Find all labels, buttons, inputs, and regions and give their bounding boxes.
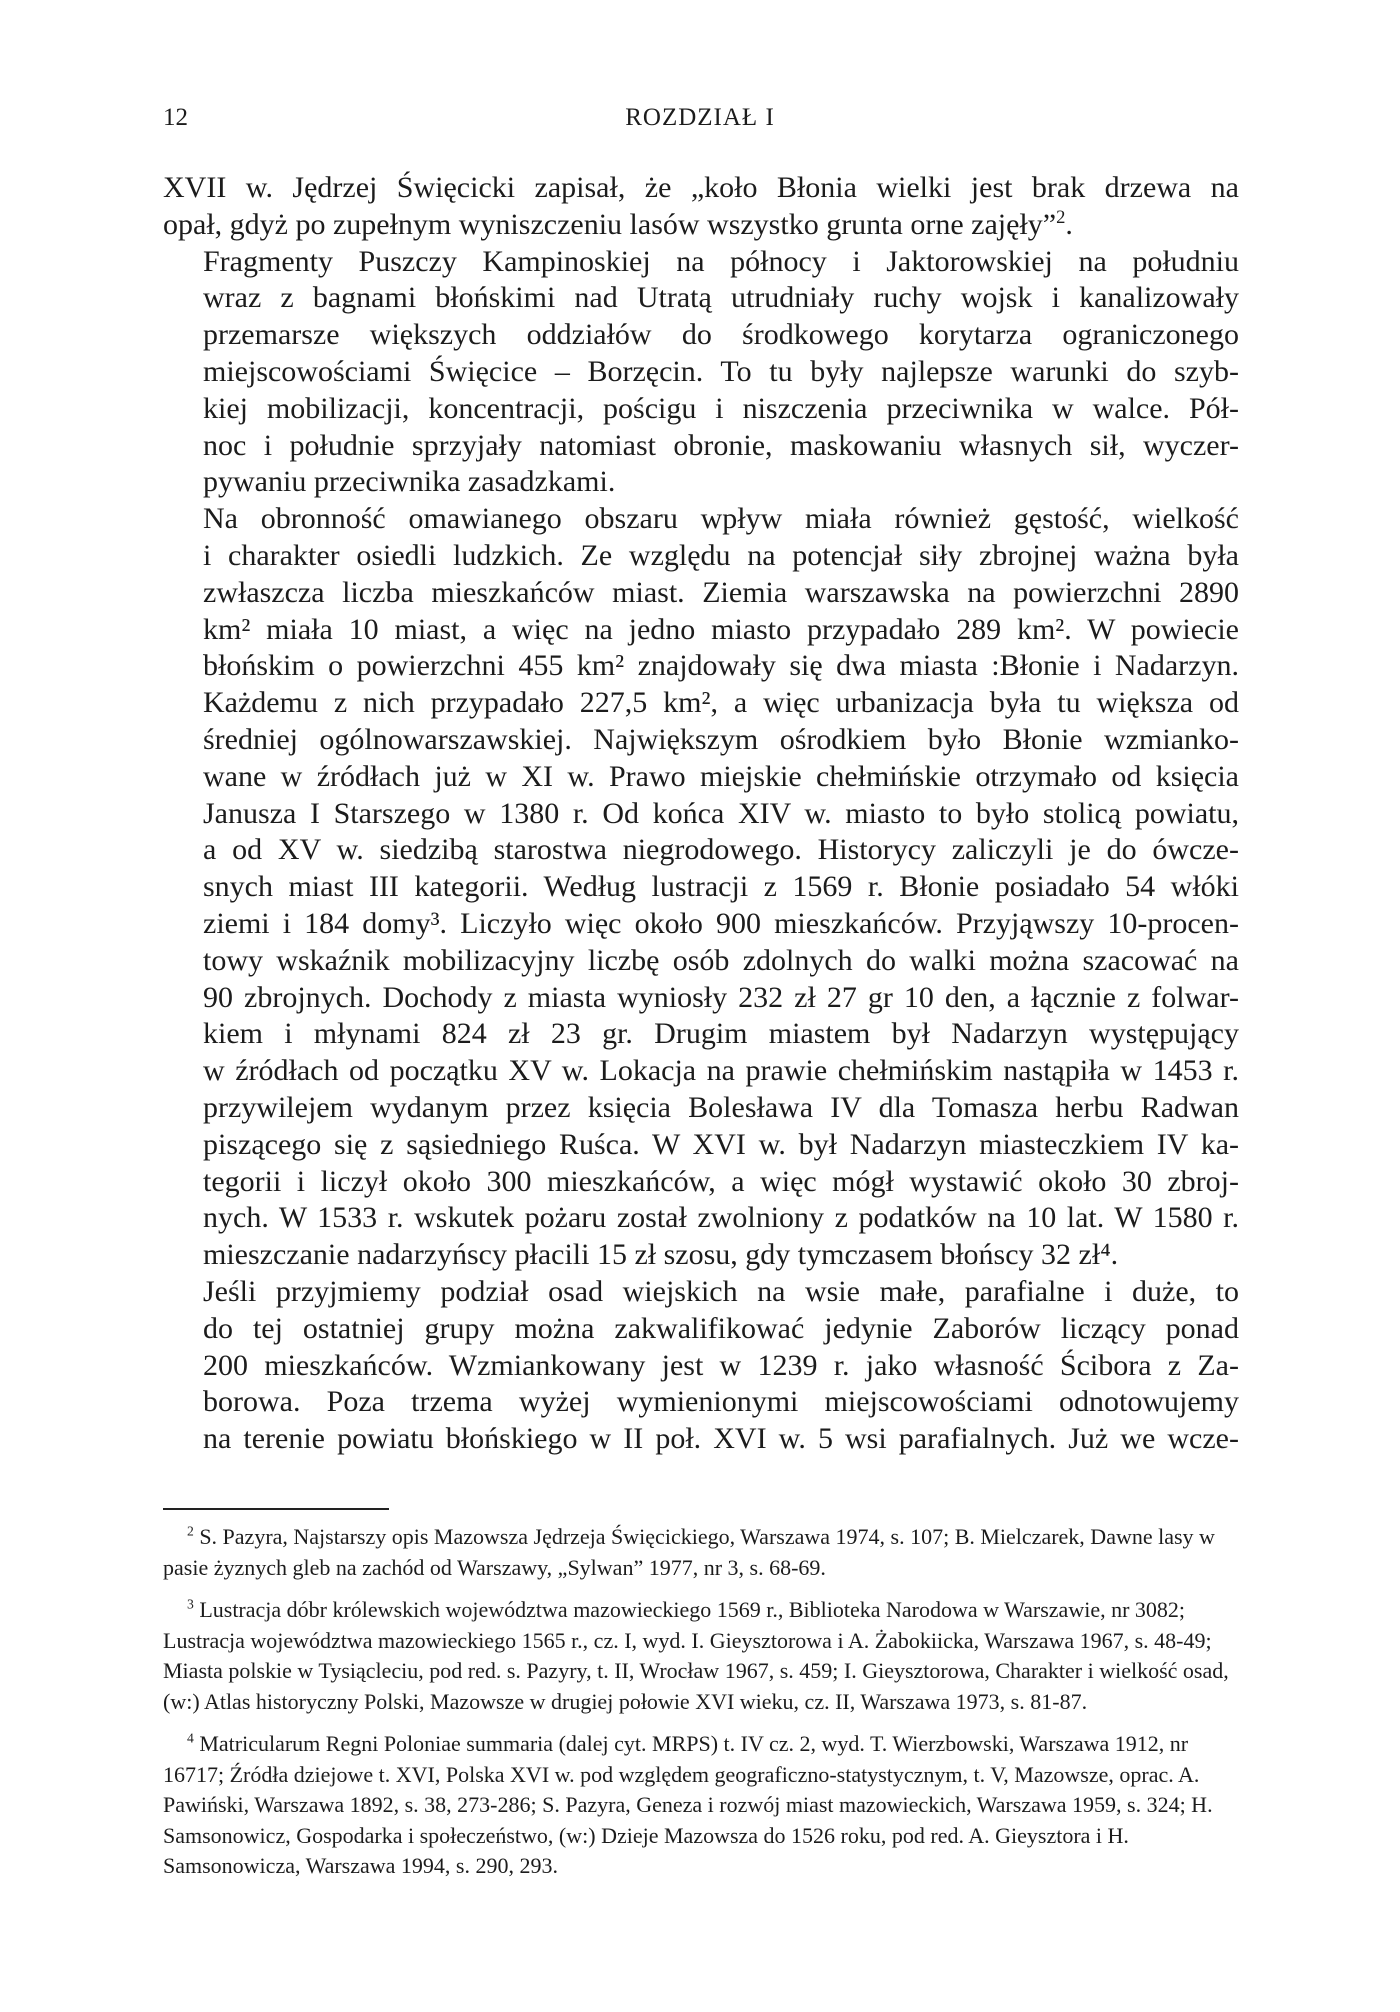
- text-line: w źródłach od początku XV w. Lokacja na prawie chełmińskim nastąpiła w 1453 r.: [203, 1054, 1239, 1088]
- text-line: Na obronność omawianego obszaru wpływ miała również gęstość, wielkość: [203, 502, 1239, 536]
- page-number: 12: [163, 104, 188, 131]
- footnote-text: Matricularum Regni Poloniae summaria (dalej cyt. MRPS) t. IV cz. 2, wyd. T. Wierzbowski, Warszawa 1912, nr 16717; Źródła dziejowe t. XVI, Polska XVI w. pod względem geograficzno-statystycznym, t. V, Mazowsze, oprac. A. Pawiński, Warszawa 1892, s. 38, 273-286; S. Pazyra, Geneza i rozwój miast mazowieckich, Warszawa 1959, s. 324; H. Samsonowicz, Gospodarka i społeczeństwo, (w:) Dzieje Mazowsza do 1526 roku, pod red. A. Gieysztora i H. Samsonowicza, Warszawa 1994, s. 290, 293.: [163, 1731, 1213, 1878]
- text-line: ziemi i 184 domy³. Liczyło więc około 900 mieszkańców. Przyjąwszy 10-procen-: [203, 906, 1239, 940]
- text-line: towy wskaźnik mobilizacyjny liczbę osób zdolnych do walki można szacować na: [203, 943, 1239, 977]
- text-line: km² miała 10 miast, a więc na jedno miasto przypadało 289 km². W powiecie: [203, 612, 1239, 646]
- paragraph-1: [163, 170, 1239, 244]
- footnote-number: 4: [187, 1730, 194, 1746]
- text-line: noc i południe sprzyjały natomiast obronie, maskowaniu własnych sił, wyczer-: [203, 428, 1239, 462]
- footnote-number: 2: [187, 1523, 194, 1539]
- text-line: 90 zbrojnych. Dochody z miasta wyniosły 232 zł 27 gr 10 den, a łącznie z folwar-: [203, 980, 1239, 1014]
- text-line: borowa. Poza trzema wyżej wymienionymi miejscowościami odnotowujemy: [203, 1385, 1239, 1419]
- text-line: nych. W 1533 r. wskutek pożaru został zwolniony z podatków na 10 lat. W 1580 r.: [203, 1201, 1239, 1235]
- text-line: wraz z bagnami błońskimi nad Utratą utrudniały ruchy wojsk i kanalizowały: [203, 281, 1239, 315]
- text-line: kiem i młynami 824 zł 23 gr. Drugim miastem był Nadarzyn występujący: [203, 1017, 1239, 1051]
- running-head: [163, 104, 1237, 134]
- footnote-text: S. Pazyra, Najstarszy opis Mazowsza Jędrzeja Święcickiego, Warszawa 1974, s. 107; B. Mielczarek, Dawne lasy w pasie żyznych gleb na zachód od Warszawy, „Sylwan” 1977, nr 3, s. 68-69.: [163, 1524, 1215, 1580]
- text-line: piszącego się z sąsiedniego Ruśca. W XVI w. był Nadarzyn miasteczkiem IV ka-: [203, 1127, 1239, 1161]
- text-line: XVII w. Jędrzej Święcicki zapisał, że „koło Błonia wielki jest brak drzewa na: [163, 171, 1239, 204]
- text-line: [163, 207, 1239, 244]
- text-line: i charakter osiedli ludzkich. Ze względu na potencjał siły zbrojnej ważna była: [203, 538, 1239, 572]
- text-line: średniej ogólnowarszawskiej. Największym ośrodkiem było Błonie wzmianko-: [203, 722, 1239, 756]
- paragraph-4: [163, 1274, 1239, 1458]
- text-line: 200 mieszkańców. Wzmiankowany jest w 1239 r. jako własność Ścibora z Za-: [203, 1348, 1239, 1382]
- text-line: a od XV w. siedzibą starostwa niegrodowego. Historycy zaliczyli je do ówcze-: [203, 833, 1239, 867]
- text-line-content: opał, gdyż po zupełnym wyniszczeniu lasów wszystko grunta orne zajęły”: [163, 207, 1057, 241]
- text-line: na terenie powiatu błońskiego w II poł. XVI w. 5 wsi parafialnych. Już we wcze-: [203, 1422, 1239, 1456]
- text-line: przywilejem wydanym przez księcia Bolesława IV dla Tomasza herbu Radwan: [203, 1090, 1239, 1124]
- paragraph-2: [163, 244, 1239, 502]
- footnote-ref: 2: [1056, 206, 1066, 228]
- text-line: mieszczanie nadarzyńscy płacili 15 zł szosu, gdy tymczasem błońscy 32 zł⁴.: [203, 1238, 1119, 1272]
- footnote-separator: [163, 1508, 389, 1510]
- text-line: przemarsze większych oddziałów do środkowego korytarza ograniczonego: [203, 318, 1239, 352]
- chapter-title: ROZDZIAŁ I: [625, 104, 775, 131]
- text-line: tegorii i liczył około 300 mieszkańców, a więc mógł wystawić około 30 zbroj-: [203, 1164, 1239, 1198]
- text-line: pywaniu przeciwnika zasadzkami.: [203, 465, 616, 499]
- paragraph-3: [163, 501, 1239, 1274]
- footnote-4: [163, 1729, 1239, 1882]
- text-line: zwłaszcza liczba mieszkańców miast. Ziemia warszawska na powierzchni 2890: [203, 575, 1239, 609]
- text-line: kiej mobilizacji, koncentracji, pościgu i niszczenia przeciwnika w walce. Pół-: [203, 391, 1239, 425]
- text-line: Fragmenty Puszczy Kampinoskiej na północy i Jaktorowskiej na południu: [203, 244, 1239, 278]
- text-line-tail: .: [1065, 207, 1073, 241]
- text-line: Janusza I Starszego w 1380 r. Od końca XIV w. miasto to było stolicą powiatu,: [203, 796, 1239, 830]
- footnote-text: Lustracja dóbr królewskich województwa mazowieckiego 1569 r., Biblioteka Narodowa w Warszawie, nr 3082; Lustracja województwa mazowieckiego 1565 r., cz. I, wyd. I. Gieysztorowa i A. Żabokiicka, Warszawa 1967, s. 48-49; Miasta polskie w Tysiącleciu, pod red. s. Pazyry, t. II, Wrocław 1967, s. 459; I. Gieysztorowa, Charakter i wielkość osad, (w:) Atlas historyczny Polski, Mazowsze w drugiej połowie XVI wieku, cz. II, Warszawa 1973, s. 81-87.: [163, 1597, 1229, 1714]
- footnotes: [163, 1522, 1239, 1894]
- footnote-number: 3: [187, 1596, 194, 1612]
- text-line: miejscowościami Święcice – Borzęcin. To tu były najlepsze warunki do szyb-: [203, 354, 1239, 388]
- text-line: snych miast III kategorii. Według lustracji z 1569 r. Błonie posiadało 54 włóki: [203, 870, 1239, 904]
- body-text: [163, 170, 1239, 1458]
- text-line: błońskim o powierzchni 455 km² znajdowały się dwa miasta :Błonie i Nadarzyn.: [203, 649, 1239, 683]
- text-line: Jeśli przyjmiemy podział osad wiejskich na wsie małe, parafialne i duże, to: [203, 1274, 1239, 1308]
- text-line: Każdemu z nich przypadało 227,5 km², a więc urbanizacja była tu większa od: [203, 686, 1239, 720]
- text-line: wane w źródłach już w XI w. Prawo miejskie chełmińskie otrzymało od księcia: [203, 759, 1239, 793]
- footnote-2: [163, 1522, 1239, 1583]
- text-line: do tej ostatniej grupy można zakwalifikować jedynie Zaborów liczący ponad: [203, 1311, 1239, 1345]
- footnote-3: [163, 1595, 1239, 1717]
